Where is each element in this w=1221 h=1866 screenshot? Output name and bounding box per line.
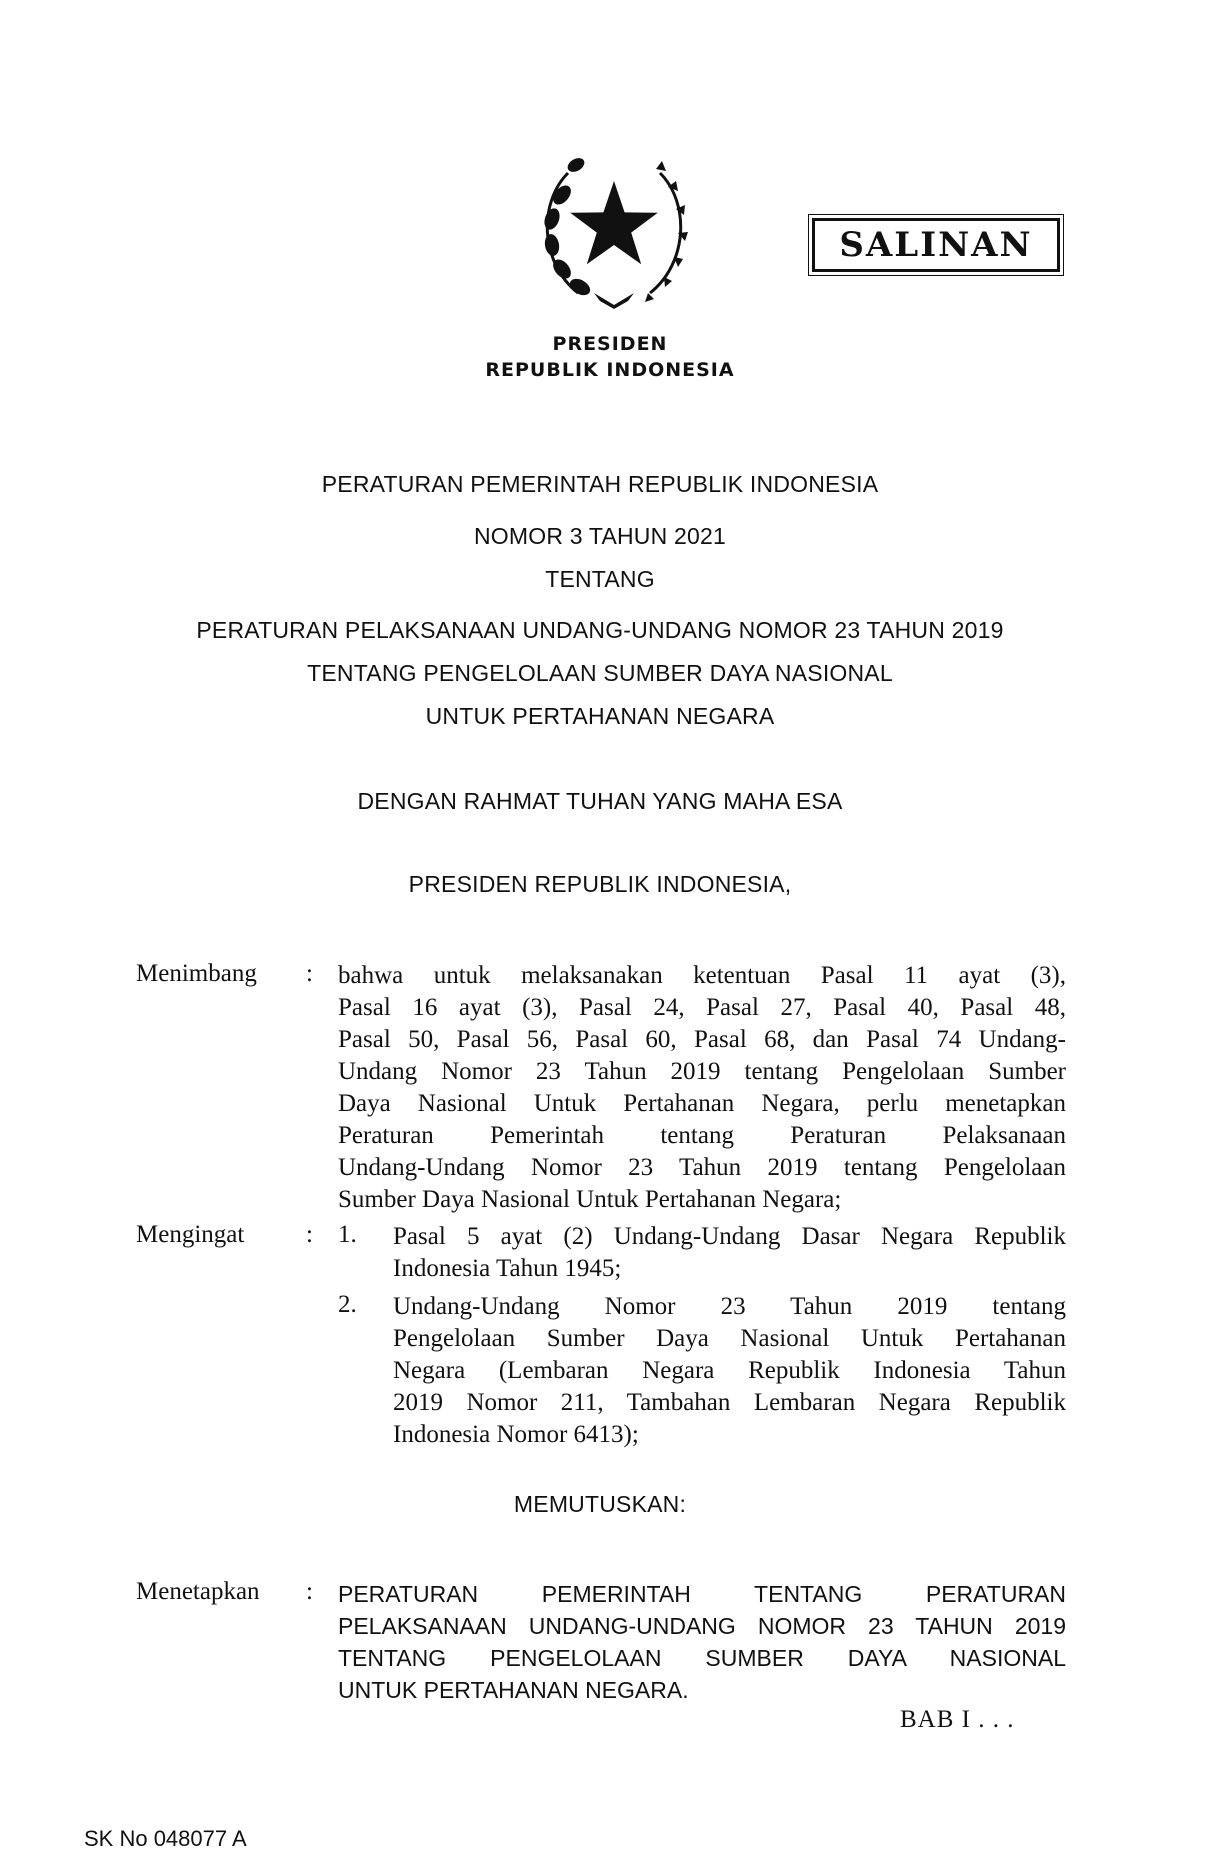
memutuskan-heading: MEMUTUSKAN: xyxy=(513,1491,687,1517)
institution-name-line1: PRESIDEN xyxy=(552,333,668,355)
menimbang-label: Menimbang xyxy=(136,960,257,987)
preamble-rahmat: DENGAN RAHMAT TUHAN YANG MAHA ESA xyxy=(357,788,843,814)
mengingat-item-line: Pasal 5 ayat (2) Undang-Undang Dasar Negara Republik xyxy=(393,1223,1066,1250)
mengingat-item-line: Indonesia Tahun 1945; xyxy=(393,1255,622,1282)
institution-name-line2: REPUBLIK INDONESIA xyxy=(485,359,735,381)
mengingat-item-number: 2. xyxy=(338,1291,357,1318)
menimbang-line: bahwa untuk melaksanakan ketentuan Pasal 11 ayat (3), xyxy=(338,962,1066,989)
regulation-subject-line2: TENTANG PENGELOLAAN SUMBER DAYA NASIONAL xyxy=(307,660,893,686)
menetapkan-line: PERATURAN PEMERINTAH TENTANG PERATURAN xyxy=(338,1581,1066,1607)
regulation-subject-line1: PERATURAN PELAKSANAAN UNDANG-UNDANG NOMOR 23 TAHUN 2019 xyxy=(196,617,1004,643)
mengingat-item-number: 1. xyxy=(338,1221,357,1248)
menimbang-line: Undang-Undang Nomor 23 Tahun 2019 tentang Pengelolaan xyxy=(338,1154,1066,1181)
continuation-marker: BAB I . . . xyxy=(900,1706,1015,1733)
document-serial-number: SK No 048077 A xyxy=(84,1826,247,1851)
mengingat-item-line: Undang-Undang Nomor 23 Tahun 2019 tentang xyxy=(393,1293,1066,1320)
menimbang-line: Pasal 50, Pasal 56, Pasal 60, Pasal 68, dan Pasal 74 Undang- xyxy=(338,1026,1066,1053)
mengingat-item-line: Indonesia Nomor 6413); xyxy=(393,1421,639,1448)
menimbang-line: Sumber Daya Nasional Untuk Pertahanan Negara; xyxy=(338,1186,842,1213)
mengingat-item-1 xyxy=(393,1221,1066,1285)
menimbang-colon: : xyxy=(306,960,313,987)
regulation-title: PERATURAN PEMERINTAH REPUBLIK INDONESIA xyxy=(321,471,879,497)
menimbang-line: Daya Nasional Untuk Pertahanan Negara, perlu menetapkan xyxy=(338,1090,1066,1117)
preamble-president: PRESIDEN REPUBLIK INDONESIA, xyxy=(408,871,792,897)
salinan-stamp xyxy=(812,218,1060,272)
menetapkan-line: UNTUK PERTAHANAN NEGARA. xyxy=(338,1677,689,1703)
menimbang-line: Pasal 16 ayat (3), Pasal 24, Pasal 27, Pasal 40, Pasal 48, xyxy=(338,994,1066,1021)
presidential-emblem-icon xyxy=(528,143,700,311)
regulation-number: NOMOR 3 TAHUN 2021 xyxy=(474,523,726,549)
menetapkan-text xyxy=(338,1578,1066,1706)
mengingat-label: Mengingat xyxy=(136,1221,245,1248)
menimbang-line: Peraturan Pemerintah tentang Peraturan Pelaksanaan xyxy=(338,1122,1066,1149)
menetapkan-colon: : xyxy=(306,1578,313,1605)
menetapkan-line: TENTANG PENGELOLAAN SUMBER DAYA NASIONAL xyxy=(338,1645,1066,1671)
regulation-tentang: TENTANG xyxy=(545,566,655,592)
salinan-stamp-text: SALINAN xyxy=(839,225,1033,265)
regulation-subject-line3: UNTUK PERTAHANAN NEGARA xyxy=(425,703,775,729)
mengingat-item-line: 2019 Nomor 211, Tambahan Lembaran Negara Republik xyxy=(393,1389,1066,1416)
menetapkan-label: Menetapkan xyxy=(136,1578,260,1605)
menetapkan-line: PELAKSANAAN UNDANG-UNDANG NOMOR 23 TAHUN 2019 xyxy=(338,1613,1066,1639)
mengingat-item-2 xyxy=(393,1291,1066,1451)
menimbang-text xyxy=(338,960,1066,1216)
menimbang-line: Undang Nomor 23 Tahun 2019 tentang Pengelolaan Sumber xyxy=(338,1058,1066,1085)
mengingat-item-line: Pengelolaan Sumber Daya Nasional Untuk Pertahanan xyxy=(393,1325,1066,1352)
mengingat-colon: : xyxy=(306,1221,313,1248)
mengingat-item-line: Negara (Lembaran Negara Republik Indonesia Tahun xyxy=(393,1357,1066,1384)
